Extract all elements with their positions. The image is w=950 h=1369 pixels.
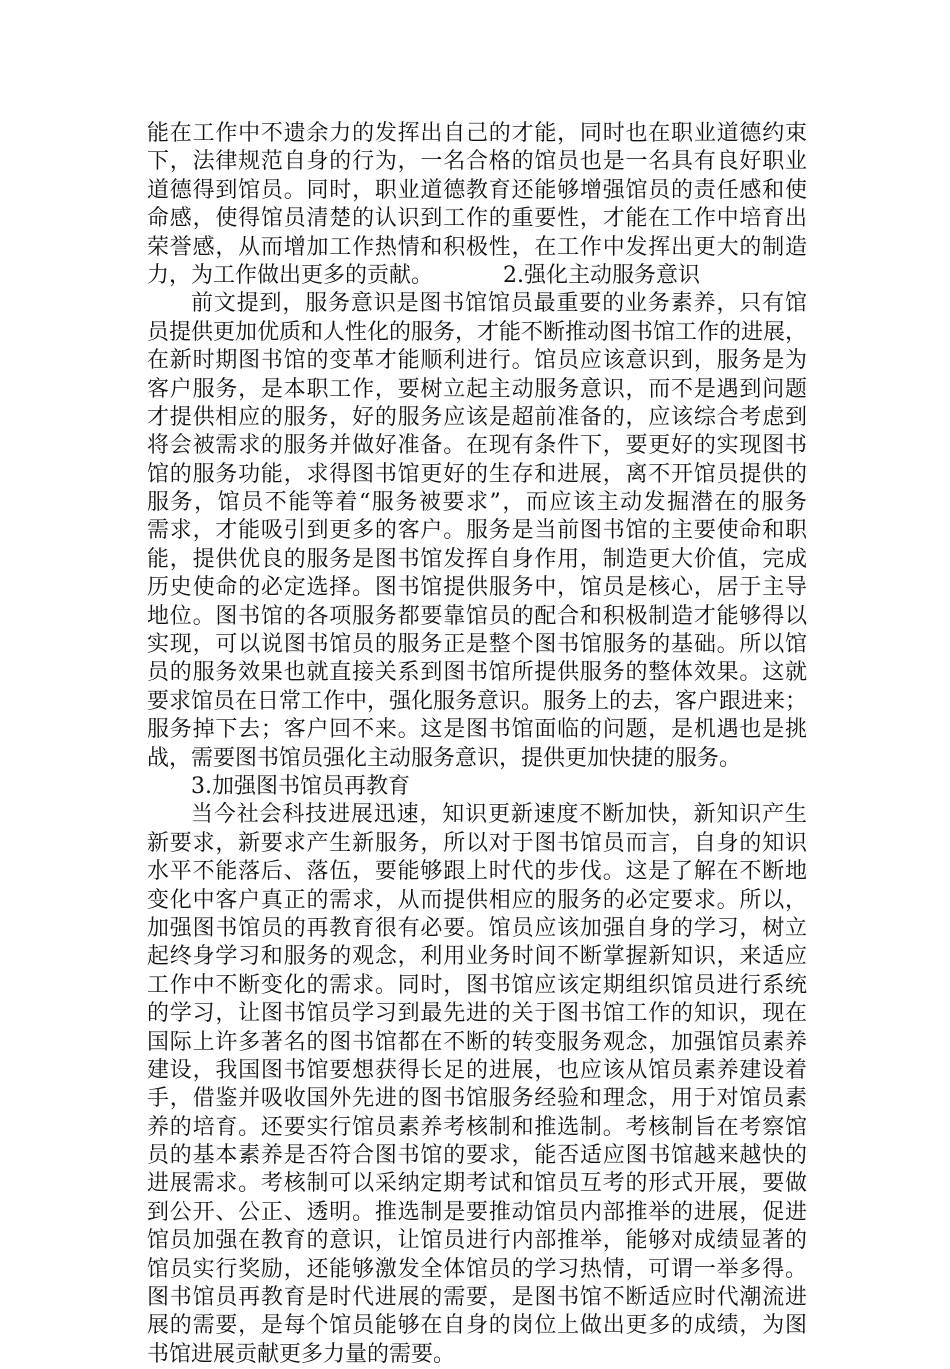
text-line: 在新时期图书馆的变革才能顺利进行。馆员应该意识到，服务是为: [147, 348, 807, 374]
section-heading: 3.加强图书馆员再教育: [191, 773, 410, 799]
text-line: 建设，我国图书馆要想获得长足的进展，也应该从馆员素养建设着: [147, 1057, 807, 1083]
paragraph-first-line: 前文提到，服务意识是图书馆馆员最重要的业务素养，只有馆: [191, 291, 807, 317]
text-line: 起终身学习和服务的观念，利用业务时间不断掌握新知识，来适应: [147, 944, 807, 970]
text-line-with-heading: [147, 262, 807, 290]
text-line: 工作中不断变化的需求。同时，图书馆应该定期组织馆员进行系统: [147, 972, 807, 998]
text-line: 荣誉感，从而增加工作热情和积极性，在工作中发挥出更大的制造: [147, 234, 807, 260]
text-line: 国际上许多著名的图书馆都在不断的转变服务观念，加强馆员素养: [147, 1029, 807, 1055]
text-line: 养的培育。还要实行馆员素养考核制和推选制。考核制旨在考察馆: [147, 1114, 807, 1140]
text-line: 书馆进展贡献更多力量的需要。: [147, 1341, 456, 1367]
text-line: 馆的服务功能，求得图书馆更好的生存和进展，离不开馆员提供的: [147, 461, 807, 487]
text-line: 手，借鉴并吸收国外先进的图书馆服务经验和理念，用于对馆员素: [147, 1086, 807, 1112]
text-segment: 力，为工作做出更多的贡献。: [147, 262, 434, 288]
text-line: 员的服务效果也就直接关系到图书馆所提供服务的整体效果。这就: [147, 660, 807, 686]
text-line: 将会被需求的服务并做好准备。在现有条件下，要更好的实现图书: [147, 433, 807, 459]
text-line: 能在工作中不遗余力的发挥出自己的才能，同时也在职业道德约束: [147, 121, 807, 146]
text-line: 战，需要图书馆员强化主动服务意识，提供更加快捷的服务。: [147, 745, 742, 771]
text-line: 员的基本素养是否符合图书馆的要求，能否适应图书馆越来越快的: [147, 1143, 807, 1169]
text-line: 客户服务，是本职工作，要树立起主动服务意识，而不是遇到问题: [147, 376, 807, 402]
text-line: 馆员实行奖励，还能够激发全体馆员的学习热情，可谓一举多得。: [147, 1256, 807, 1282]
paragraph-first-line: 当今社会科技进展迅速，知识更新速度不断加快，新知识产生: [191, 802, 807, 828]
text-line: 员提供更加优质和人性化的服务，才能不断推动图书馆工作的进展，: [147, 319, 808, 345]
text-line: 能，提供优良的服务是图书馆发挥自身作用，制造更大价值，完成: [147, 546, 807, 572]
text-line: 要求馆员在日常工作中，强化服务意识。服务上的去，客户跟进来；: [147, 688, 808, 714]
text-line: 道德得到馆员。同时，职业道德教育还能够增强馆员的责任感和使: [147, 177, 807, 203]
text-line: 加强图书馆员的再教育很有必要。馆员应该加强自身的学习，树立: [147, 915, 807, 941]
section-heading: 2.强化主动服务意识: [503, 262, 701, 288]
text-line: 变化中客户真正的需求，从而提供相应的服务的必定要求。所以，: [147, 887, 807, 913]
text-line: 进展需求。考核制可以采纳定期考试和馆员互考的形式开展，要做: [147, 1171, 807, 1197]
text-line: 历史使命的必定选择。图书馆提供服务中，馆员是核心，居于主导: [147, 575, 807, 601]
text-line: 图书馆员再教育是时代进展的需要，是图书馆不断适应时代潮流进: [147, 1285, 807, 1311]
text-line: 命感，使得馆员清楚的认识到工作的重要性，才能在工作中培育出: [147, 206, 807, 232]
text-line: 需求，才能吸引到更多的客户。服务是当前图书馆的主要使命和职: [147, 518, 807, 544]
text-line: 到公开、公正、透明。推选制是要推动馆员内部推举的进展，促进: [147, 1199, 807, 1225]
text-line: 实现，可以说图书馆员的服务正是整个图书馆服务的基础。所以馆: [147, 632, 807, 658]
text-line: 新要求，新要求产生新服务，所以对于图书馆员而言，自身的知识: [147, 830, 807, 856]
document-body: [147, 120, 807, 1369]
text-line: 地位。图书馆的各项服务都要靠馆员的配合和积极制造才能够得以: [147, 603, 807, 629]
text-line: 服务掉下去；客户回不来。这是图书馆面临的问题，是机遇也是挑: [147, 717, 807, 743]
text-line: 服务，馆员不能等着“服务被要求”，而应该主动发掘潜在的服务: [147, 490, 807, 516]
text-line: 的学习，让图书馆员学习到最先进的关于图书馆工作的知识，现在: [147, 1001, 807, 1027]
text-line: 才提供相应的服务，好的服务应该是超前准备的，应该综合考虑到: [147, 404, 807, 430]
text-line: 馆员加强在教育的意识，让馆员进行内部推举，能够对成绩显著的: [147, 1228, 807, 1254]
text-line: 水平不能落后、落伍，要能够跟上时代的步伐。这是了解在不断地: [147, 859, 807, 885]
text-line: 展的需要，是每个馆员能够在自身的岗位上做出更多的成绩，为图: [147, 1313, 807, 1339]
text-line: 下，法律规范自身的行为，一名合格的馆员也是一名具有良好职业: [147, 149, 807, 175]
